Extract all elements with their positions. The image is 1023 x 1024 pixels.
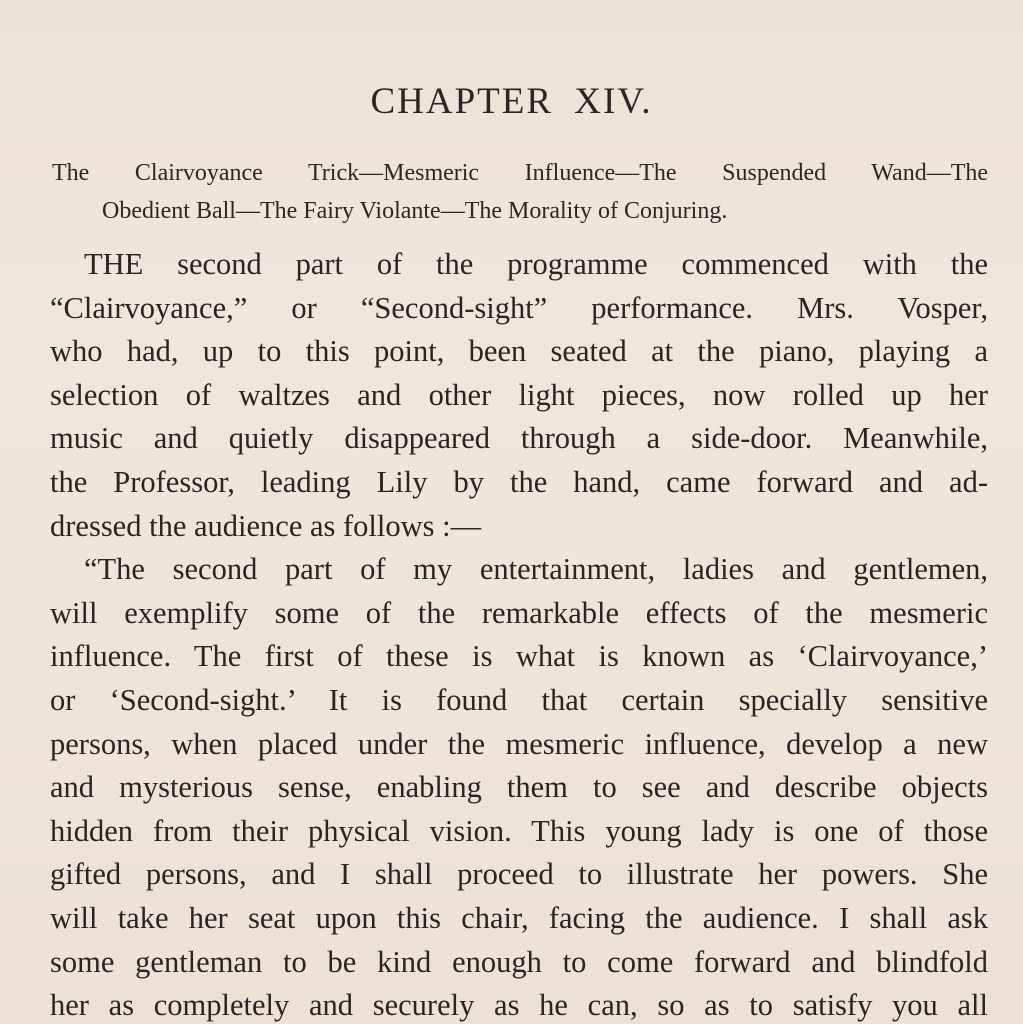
text-line: dressed the audience as follows :—	[50, 508, 482, 543]
text-line: will exemplify some of the remarkable effects of the mesmeric	[50, 595, 988, 630]
text-line: will take her seat upon this chair, facing the audience. I shall ask	[50, 900, 988, 935]
text-line: her as completely and securely as he can, so as to satisfy you all	[50, 988, 988, 1023]
text-line: influence. The first of these is what is known as ‘Clairvoyance,’	[50, 639, 988, 674]
text-line: “The second part of my entertainment, ladies and gentlemen,	[84, 552, 988, 587]
text-line: gifted persons, and I shall proceed to illustrate her powers. She	[50, 857, 988, 892]
paragraph-2	[50, 548, 988, 1024]
chapter-synopsis	[52, 154, 988, 230]
text-line: persons, when placed under the mesmeric influence, develop a new	[50, 726, 988, 761]
chapter-title: CHAPTER XIV.	[370, 81, 653, 122]
text-line: the Professor, leading Lily by the hand, came forward and ad-	[50, 464, 988, 499]
body-text	[50, 243, 988, 1024]
text-line: who had, up to this point, been seated at the piano, playing a	[50, 334, 988, 369]
synopsis-line: The Clairvoyance Trick—Mesmeric Influence—The Suspended Wand—The	[52, 160, 988, 186]
text-line: selection of waltzes and other light pieces, now rolled up her	[50, 377, 988, 412]
paragraph-1	[50, 243, 988, 548]
text-line: “Clairvoyance,” or “Second-sight” performance. Mrs. Vosper,	[50, 290, 988, 325]
text-line: THE second part of the programme commenced with the	[84, 247, 988, 281]
text-line: music and quietly disappeared through a side-door. Meanwhile,	[50, 421, 988, 456]
text-line: or ‘Second-sight.’ It is found that certain specially sensitive	[50, 682, 988, 717]
text-line: and mysterious sense, enabling them to see and describe objects	[50, 770, 988, 805]
synopsis-line: Obedient Ball—The Fairy Violante—The Morality of Conjuring.	[102, 198, 728, 224]
text-line: hidden from their physical vision. This young lady is one of those	[50, 813, 988, 848]
text-line: some gentleman to be kind enough to come forward and blindfold	[50, 944, 988, 979]
